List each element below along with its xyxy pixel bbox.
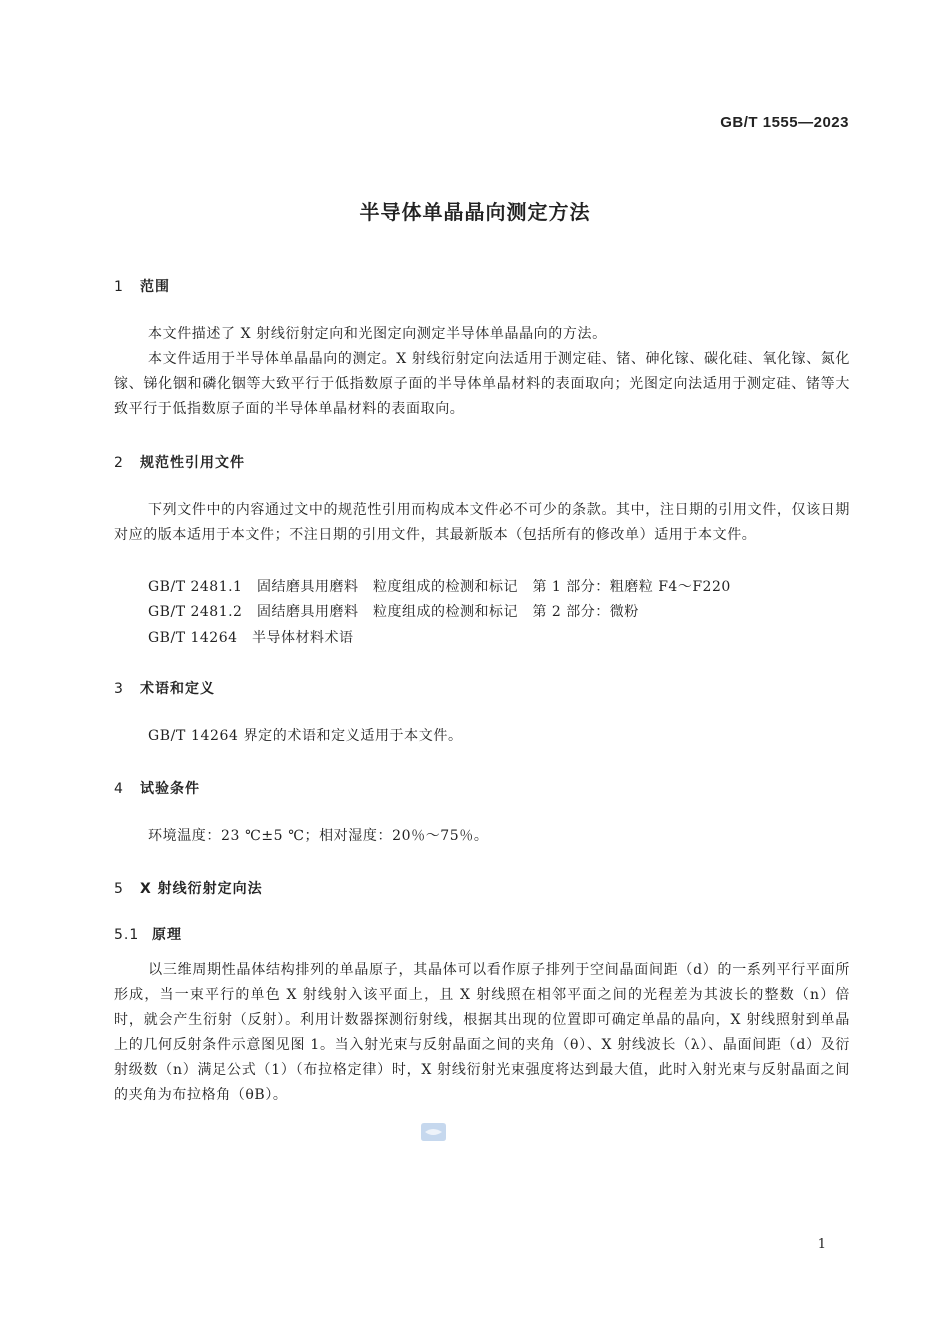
- section-title: 规范性引用文件: [140, 455, 245, 471]
- paragraph-text: 本文件适用于半导体单晶晶向的测定。X 射线衍射定向法适用于测定硅、锗、砷化镓、碳化硅、氧化镓、氮化镓、锑化铟和磷化铟等大致平行于低指数原子面的半导体单晶材料的表面取向；光图定向法适用于测定硅、锗等大致平行于低指数原子面的半导体单晶材料的表面取向。: [114, 351, 850, 417]
- paragraph-text: 下列文件中的内容通过文中的规范性引用而构成本文件必不可少的条款。其中，注日期的引用文件，仅该日期对应的版本适用于本文件；不注日期的引用文件，其最新版本（包括所有的修改单）适用于本文件。: [114, 502, 850, 543]
- watermark-logo-icon: [420, 1121, 447, 1143]
- section-number: 5.1: [114, 927, 140, 943]
- section-title: 试验条件: [140, 781, 200, 797]
- section-number: 4: [114, 781, 124, 797]
- normative-reference-1: GB/T 2481.1 固结磨具用磨料 粒度组成的检测和标记 第 1 部分：粗磨粒 F4～F220: [148, 579, 731, 595]
- section-title: 术语和定义: [140, 681, 215, 697]
- section-number: 3: [114, 681, 124, 697]
- section-title: X 射线衍射定向法: [140, 881, 263, 897]
- section-4-heading: [114, 778, 200, 798]
- normative-reference-2: GB/T 2481.2 固结磨具用磨料 粒度组成的检测和标记 第 2 部分：微粉: [148, 604, 639, 620]
- section-3-paragraph-1: [114, 724, 850, 749]
- section-5-heading: [114, 878, 263, 898]
- section-5-1-paragraph-1: [114, 958, 850, 1108]
- section-title: 原理: [152, 927, 182, 943]
- section-1-heading: [114, 276, 170, 296]
- section-number: 2: [114, 455, 124, 471]
- section-1-paragraph-1: [114, 322, 850, 347]
- paragraph-text: 本文件描述了 X 射线衍射定向和光图定向测定半导体单晶晶向的方法。: [148, 326, 607, 342]
- section-number: 5: [114, 881, 124, 897]
- paragraph-text: 环境温度：23 ℃±5 ℃；相对湿度：20％～75％。: [148, 828, 489, 844]
- section-title: 范围: [140, 279, 170, 295]
- standard-number: GB/T 1555—2023: [720, 114, 849, 131]
- paragraph-text: GB/T 14264 界定的术语和定义适用于本文件。: [148, 728, 463, 744]
- page-number: 1: [817, 1237, 826, 1252]
- normative-reference-3: GB/T 14264 半导体材料术语: [148, 630, 354, 646]
- section-5-1-heading: [114, 924, 182, 944]
- paragraph-text: 以三维周期性晶体结构排列的单晶原子，其晶体可以看作原子排列于空间晶面间距（d）的一系列平行平面所形成，当一束平行的单色 X 射线射入该平面上，且 X 射线照在相邻平面之间的光程差为其波长的整数（n）倍时，就会产生衍射（反射）。利用计数器探测衍射线，根据其出现的位置即可确定单晶的晶向，X 射线照射到单晶上的几何反射条件示意图见图 1。当入射光束与反射晶面之间的夹角（θ）、X 射线波长（λ）、晶面间距（d）及衍射级数（n）满足公式（1）（布拉格定律）时，X 射线衍射光束强度将达到最大值，此时入射光束与反射晶面之间的夹角为布拉格角（θB）。: [114, 962, 850, 1103]
- section-4-paragraph-1: [114, 824, 850, 849]
- section-2-paragraph-1: [114, 498, 850, 548]
- section-number: 1: [114, 279, 124, 295]
- document-title: 半导体单晶晶向测定方法: [359, 200, 591, 224]
- section-2-heading: [114, 452, 245, 472]
- section-1-paragraph-2: [114, 347, 850, 422]
- section-3-heading: [114, 678, 215, 698]
